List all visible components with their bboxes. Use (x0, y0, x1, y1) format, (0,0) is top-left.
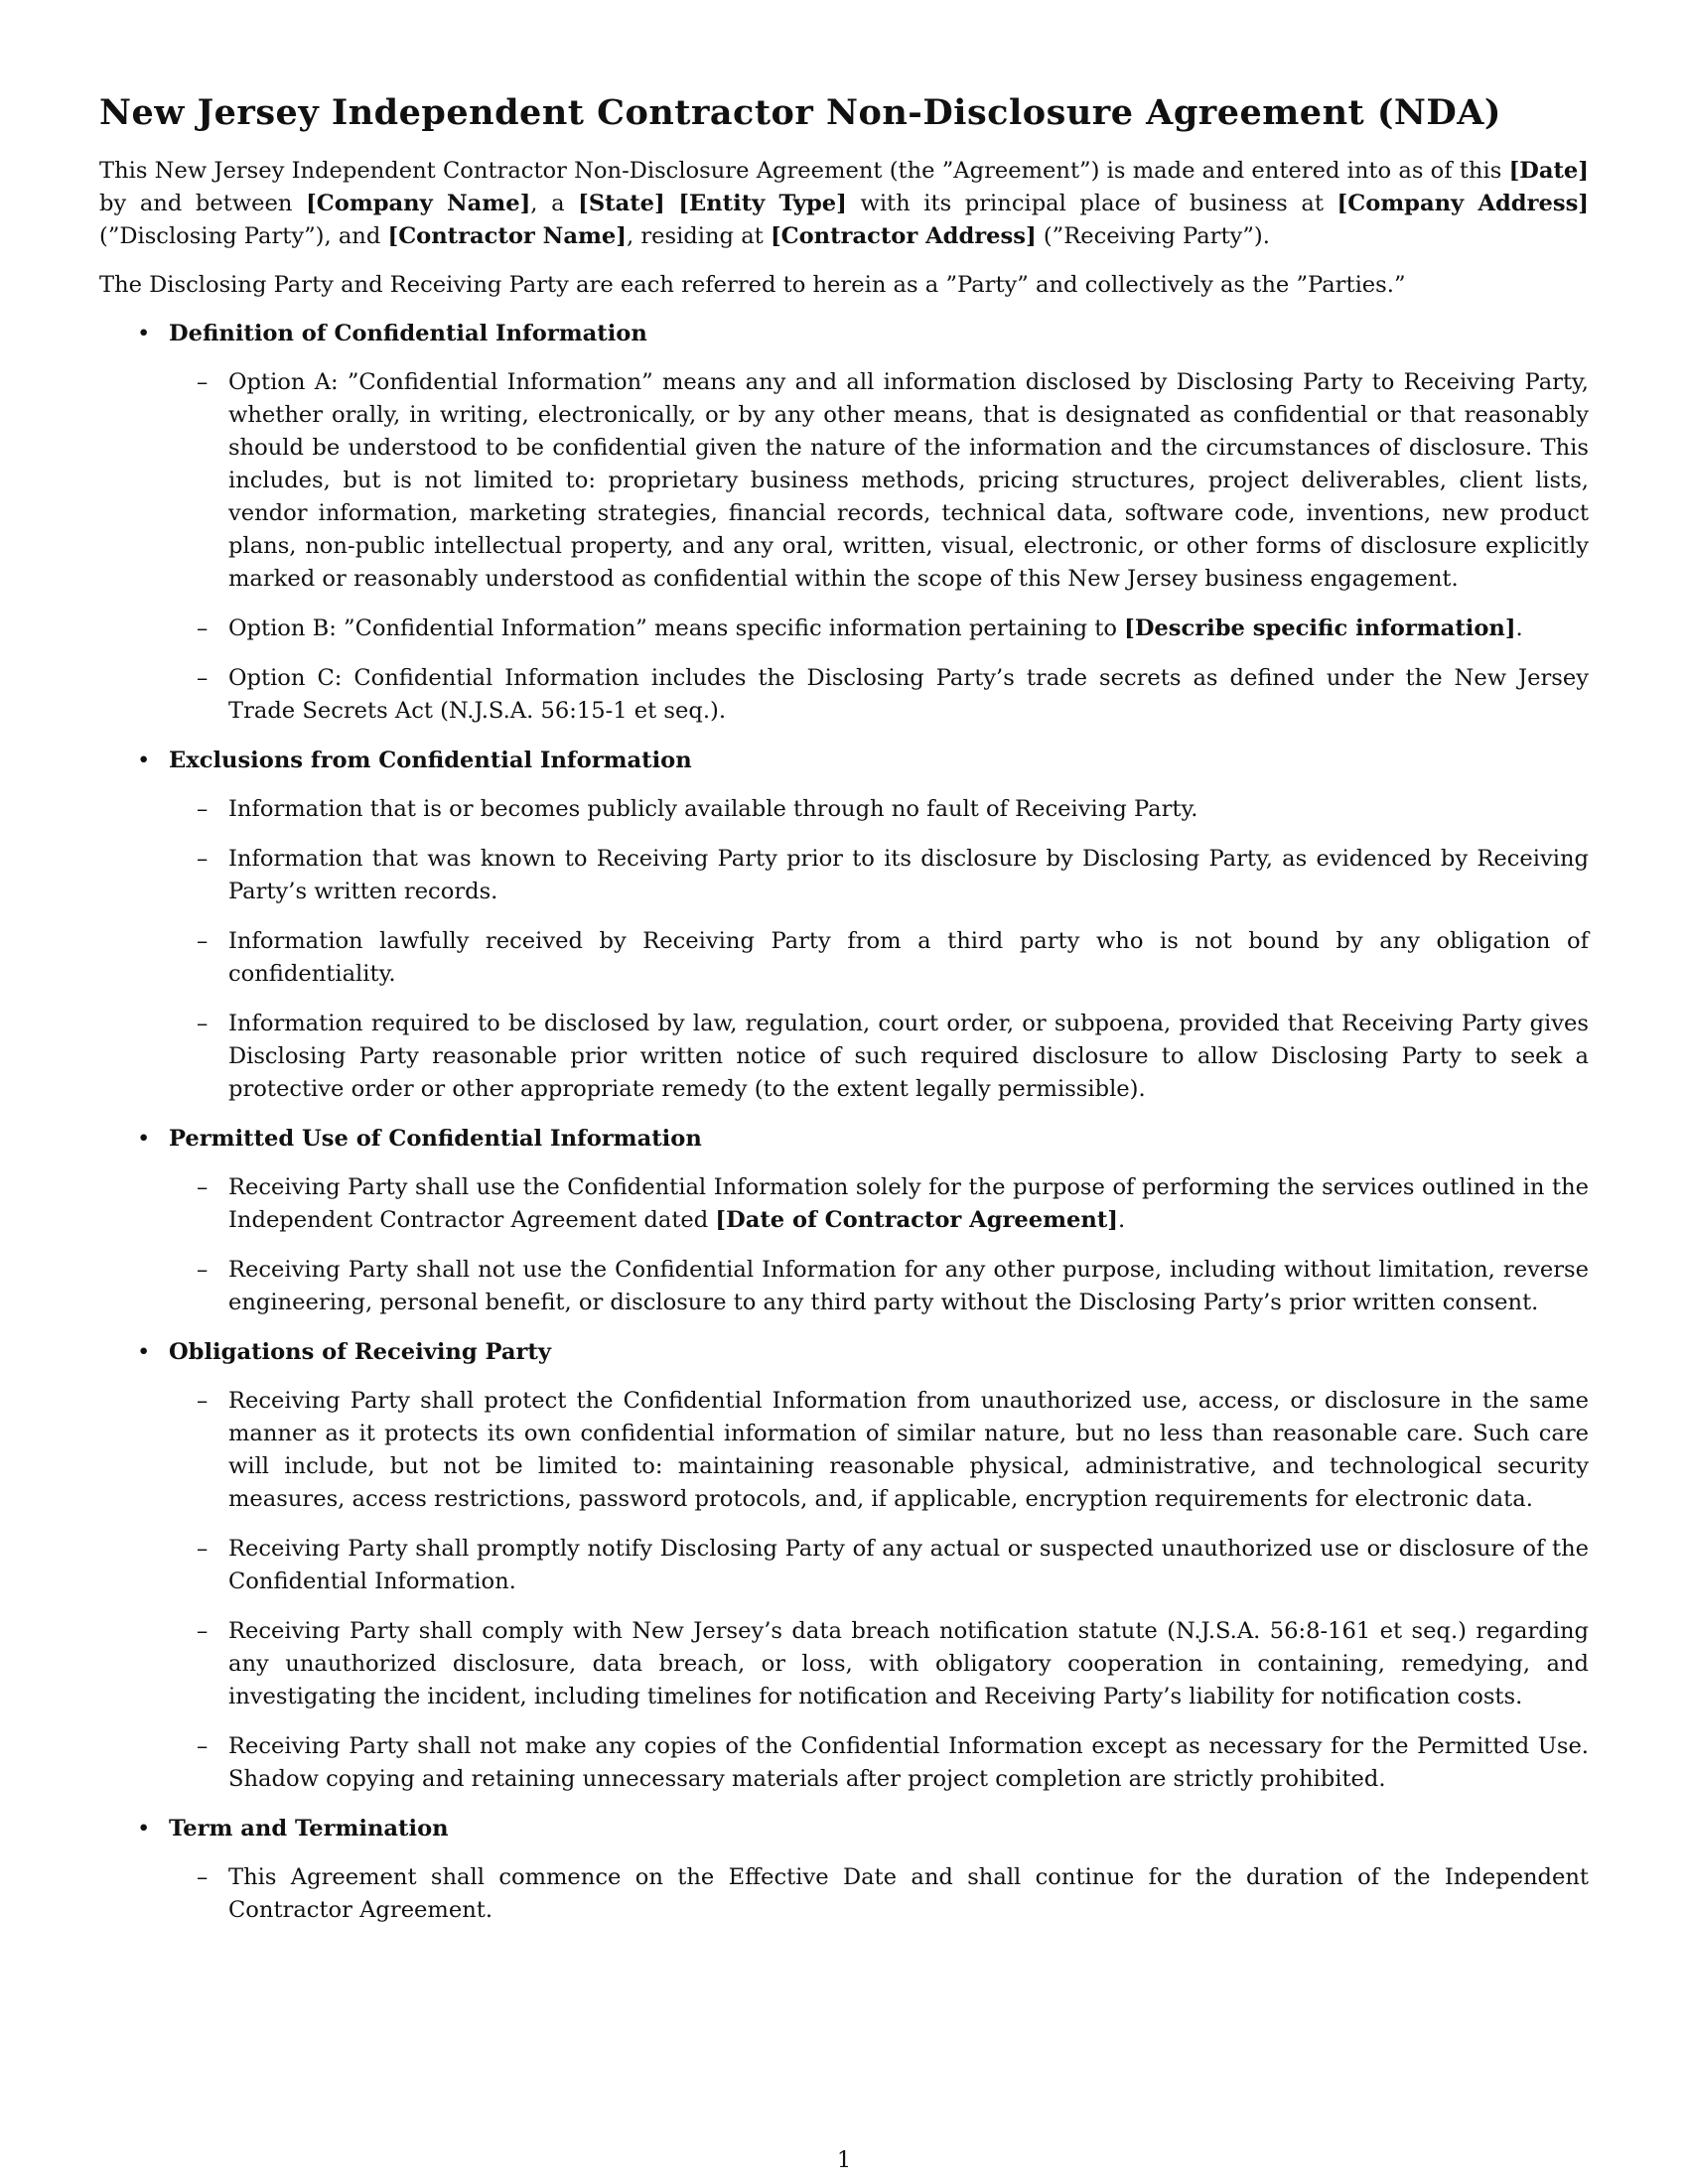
contractor-agreement-date-placeholder: [Date of Contractor Agreement] (715, 1207, 1118, 1233)
list-item (99, 925, 1589, 991)
date-placeholder: [Date] (1508, 158, 1589, 184)
list-item (99, 613, 1589, 645)
section-heading-text: Permitted Use of Confidential Information (169, 1126, 702, 1152)
intro-text: by and between (99, 191, 307, 216)
list-item (99, 793, 1589, 826)
dash-icon: – (197, 928, 209, 954)
dash-icon: – (197, 846, 209, 872)
list-item-text: Receiving Party shall promptly notify Disclosing Party of any actual or suspected unauthorized use or disclosure of the Confidential Information. (228, 1536, 1589, 1594)
document-content (99, 91, 1589, 1944)
section-permitted-use (99, 1123, 1589, 1319)
section-heading-text: Definition of Confidential Information (169, 321, 647, 346)
section-term (99, 1813, 1589, 1927)
section-heading-text: Term and Termination (169, 1816, 449, 1842)
option-b-text: Option B: ”Confidential Information” means specific information pertaining to (228, 615, 1125, 641)
list-item (99, 366, 1589, 596)
option-a-text: Option A: ”Confidential Information” means any and all information disclosed by Disclosing Party to Receiving Party, whether orally, in writing, electronically, or by any other means, that is designated as confidential or that reasonably should be understood to be confidential given the nature of the information and the circumstances of disclosure. This includes, but is not limited to: proprietary business methods, pricing structures, project deliverables, client lists, vendor information, marketing strategies, financial records, technical data, software code, inventions, new product plans, non-public intellectual property, and any oral, written, visual, electronic, or other forms of disclosure explicitly marked or reasonably understood as confidential within the scope of this New Jersey business engagement. (228, 369, 1589, 592)
entity-type-placeholder: [Entity Type] (678, 191, 847, 216)
contractor-address-placeholder: [Contractor Address] (770, 223, 1037, 249)
dash-icon: – (197, 665, 209, 691)
document-title: New Jersey Independent Contractor Non-Disclosure Agreement (NDA) (99, 92, 1501, 133)
section-definition (99, 318, 1589, 728)
section-heading (99, 1813, 1589, 1845)
dash-icon: – (197, 1864, 209, 1890)
dash-icon: – (197, 369, 209, 395)
list-item-text: This Agreement shall commence on the Effective Date and shall continue for the duration of the Independent Contractor Agreement. (228, 1864, 1589, 1923)
dash-icon: – (197, 1536, 209, 1562)
company-name-placeholder: [Company Name] (306, 191, 531, 216)
list-item-text: Information lawfully received by Receiving Party from a third party who is not bound by any obligation of confidentiality. (228, 928, 1589, 987)
state-placeholder: [State] (578, 191, 665, 216)
list-item (99, 843, 1589, 908)
bullet-icon: • (137, 1339, 151, 1365)
list-item (99, 1385, 1589, 1516)
list-item (99, 1171, 1589, 1237)
dash-icon: – (197, 1011, 209, 1036)
section-heading (99, 1123, 1589, 1156)
list-item-text: Information required to be disclosed by law, regulation, court order, or subpoena, provided that Receiving Party gives Disclosing Party reasonable prior written notice of such required disclosure to allow Disclosing Party to seek a protective order or other appropriate remedy (to the extent legally permissible). (228, 1011, 1589, 1102)
dash-icon: – (197, 1618, 209, 1644)
list-item (99, 662, 1589, 728)
bullet-icon: • (137, 748, 151, 773)
section-heading (99, 745, 1589, 777)
intro-paragraph (99, 155, 1589, 253)
dash-icon: – (197, 1388, 209, 1414)
dash-icon: – (197, 796, 209, 822)
intro-text: , residing at (626, 223, 771, 249)
list-item (99, 1008, 1589, 1106)
bullet-icon: • (137, 321, 151, 346)
list-item-text: Receiving Party shall not use the Confidential Information for any other purpose, including without limitation, reverse engineering, personal benefit, or disclosure to any third party without the Disclosing Party’s prior written consent. (228, 1257, 1589, 1315)
option-b-text: . (1515, 615, 1523, 641)
parties-paragraph: The Disclosing Party and Receiving Party are each referred to herein as a ”Party” and collectively as the ”Parties.” (99, 272, 1406, 298)
section-obligations (99, 1336, 1589, 1796)
section-heading-text: Obligations of Receiving Party (169, 1339, 551, 1365)
list-item-text: Information that was known to Receiving Party prior to its disclosure by Disclosing Party, as evidenced by Receiving Party’s written records. (228, 846, 1589, 904)
contractor-name-placeholder: [Contractor Name] (387, 223, 627, 249)
intro-text: , a (530, 191, 579, 216)
list-item (99, 1533, 1589, 1598)
intro-text: This New Jersey Independent Contractor Non-Disclosure Agreement (the ”Agreement”) is made and entered into as of this (99, 158, 1509, 184)
list-item-text: Receiving Party shall use the Confidential Information solely for the purpose of performing the services outlined in the Independent Contractor Agreement dated (228, 1174, 1589, 1233)
intro-text: (”Disclosing Party”), and (99, 223, 388, 249)
dash-icon: – (197, 1174, 209, 1200)
company-address-placeholder: [Company Address] (1336, 191, 1589, 216)
list-item-text: . (1117, 1207, 1126, 1233)
dash-icon: – (197, 615, 209, 641)
bullet-icon: • (137, 1816, 151, 1842)
intro-text: (”Receiving Party”). (1036, 223, 1270, 249)
list-item-text: Receiving Party shall protect the Confidential Information from unauthorized use, access, or disclosure in the same manner as it protects its own confidential information of similar nature, but no less than reasonable care. Such care will include, but not be limited to: maintaining reasonable physical, administrative, and technological security measures, access restrictions, password protocols, and, if applicable, encryption requirements for electronic data. (228, 1388, 1589, 1512)
list-item-text: Receiving Party shall comply with New Jersey’s data breach notification statute (N.J.S.A. 56:8-161 et seq.) regarding any unauthorized disclosure, data breach, or loss, with obligatory cooperation in containing, remedying, and investigating the incident, including timelines for notification and Receiving Party’s liability for notification costs. (228, 1618, 1589, 1709)
list-item (99, 1730, 1589, 1796)
list-item-text: Information that is or becomes publicly available through no fault of Receiving Party. (228, 796, 1198, 822)
section-heading-text: Exclusions from Confidential Information (169, 748, 692, 773)
specific-information-placeholder: [Describe specific information] (1124, 615, 1516, 641)
list-item (99, 1254, 1589, 1319)
section-heading (99, 1336, 1589, 1369)
section-exclusions (99, 745, 1589, 1106)
list-item (99, 1861, 1589, 1927)
list-item (99, 1615, 1589, 1713)
intro-text (665, 191, 679, 216)
option-c-text: Option C: Confidential Information includes the Disclosing Party’s trade secrets as defined under the New Jersey Trade Secrets Act (N.J.S.A. 56:15-1 et seq.). (228, 665, 1589, 724)
page-number: 1 (836, 2147, 852, 2173)
bullet-icon: • (137, 1126, 151, 1152)
dash-icon: – (197, 1733, 209, 1759)
intro-text: with its principal place of business at (846, 191, 1337, 216)
list-item-text: Receiving Party shall not make any copies of the Confidential Information except as necessary for the Permitted Use. Shadow copying and retaining unnecessary materials after project completion are strictly prohibited. (228, 1733, 1589, 1792)
dash-icon: – (197, 1257, 209, 1283)
section-heading (99, 318, 1589, 350)
